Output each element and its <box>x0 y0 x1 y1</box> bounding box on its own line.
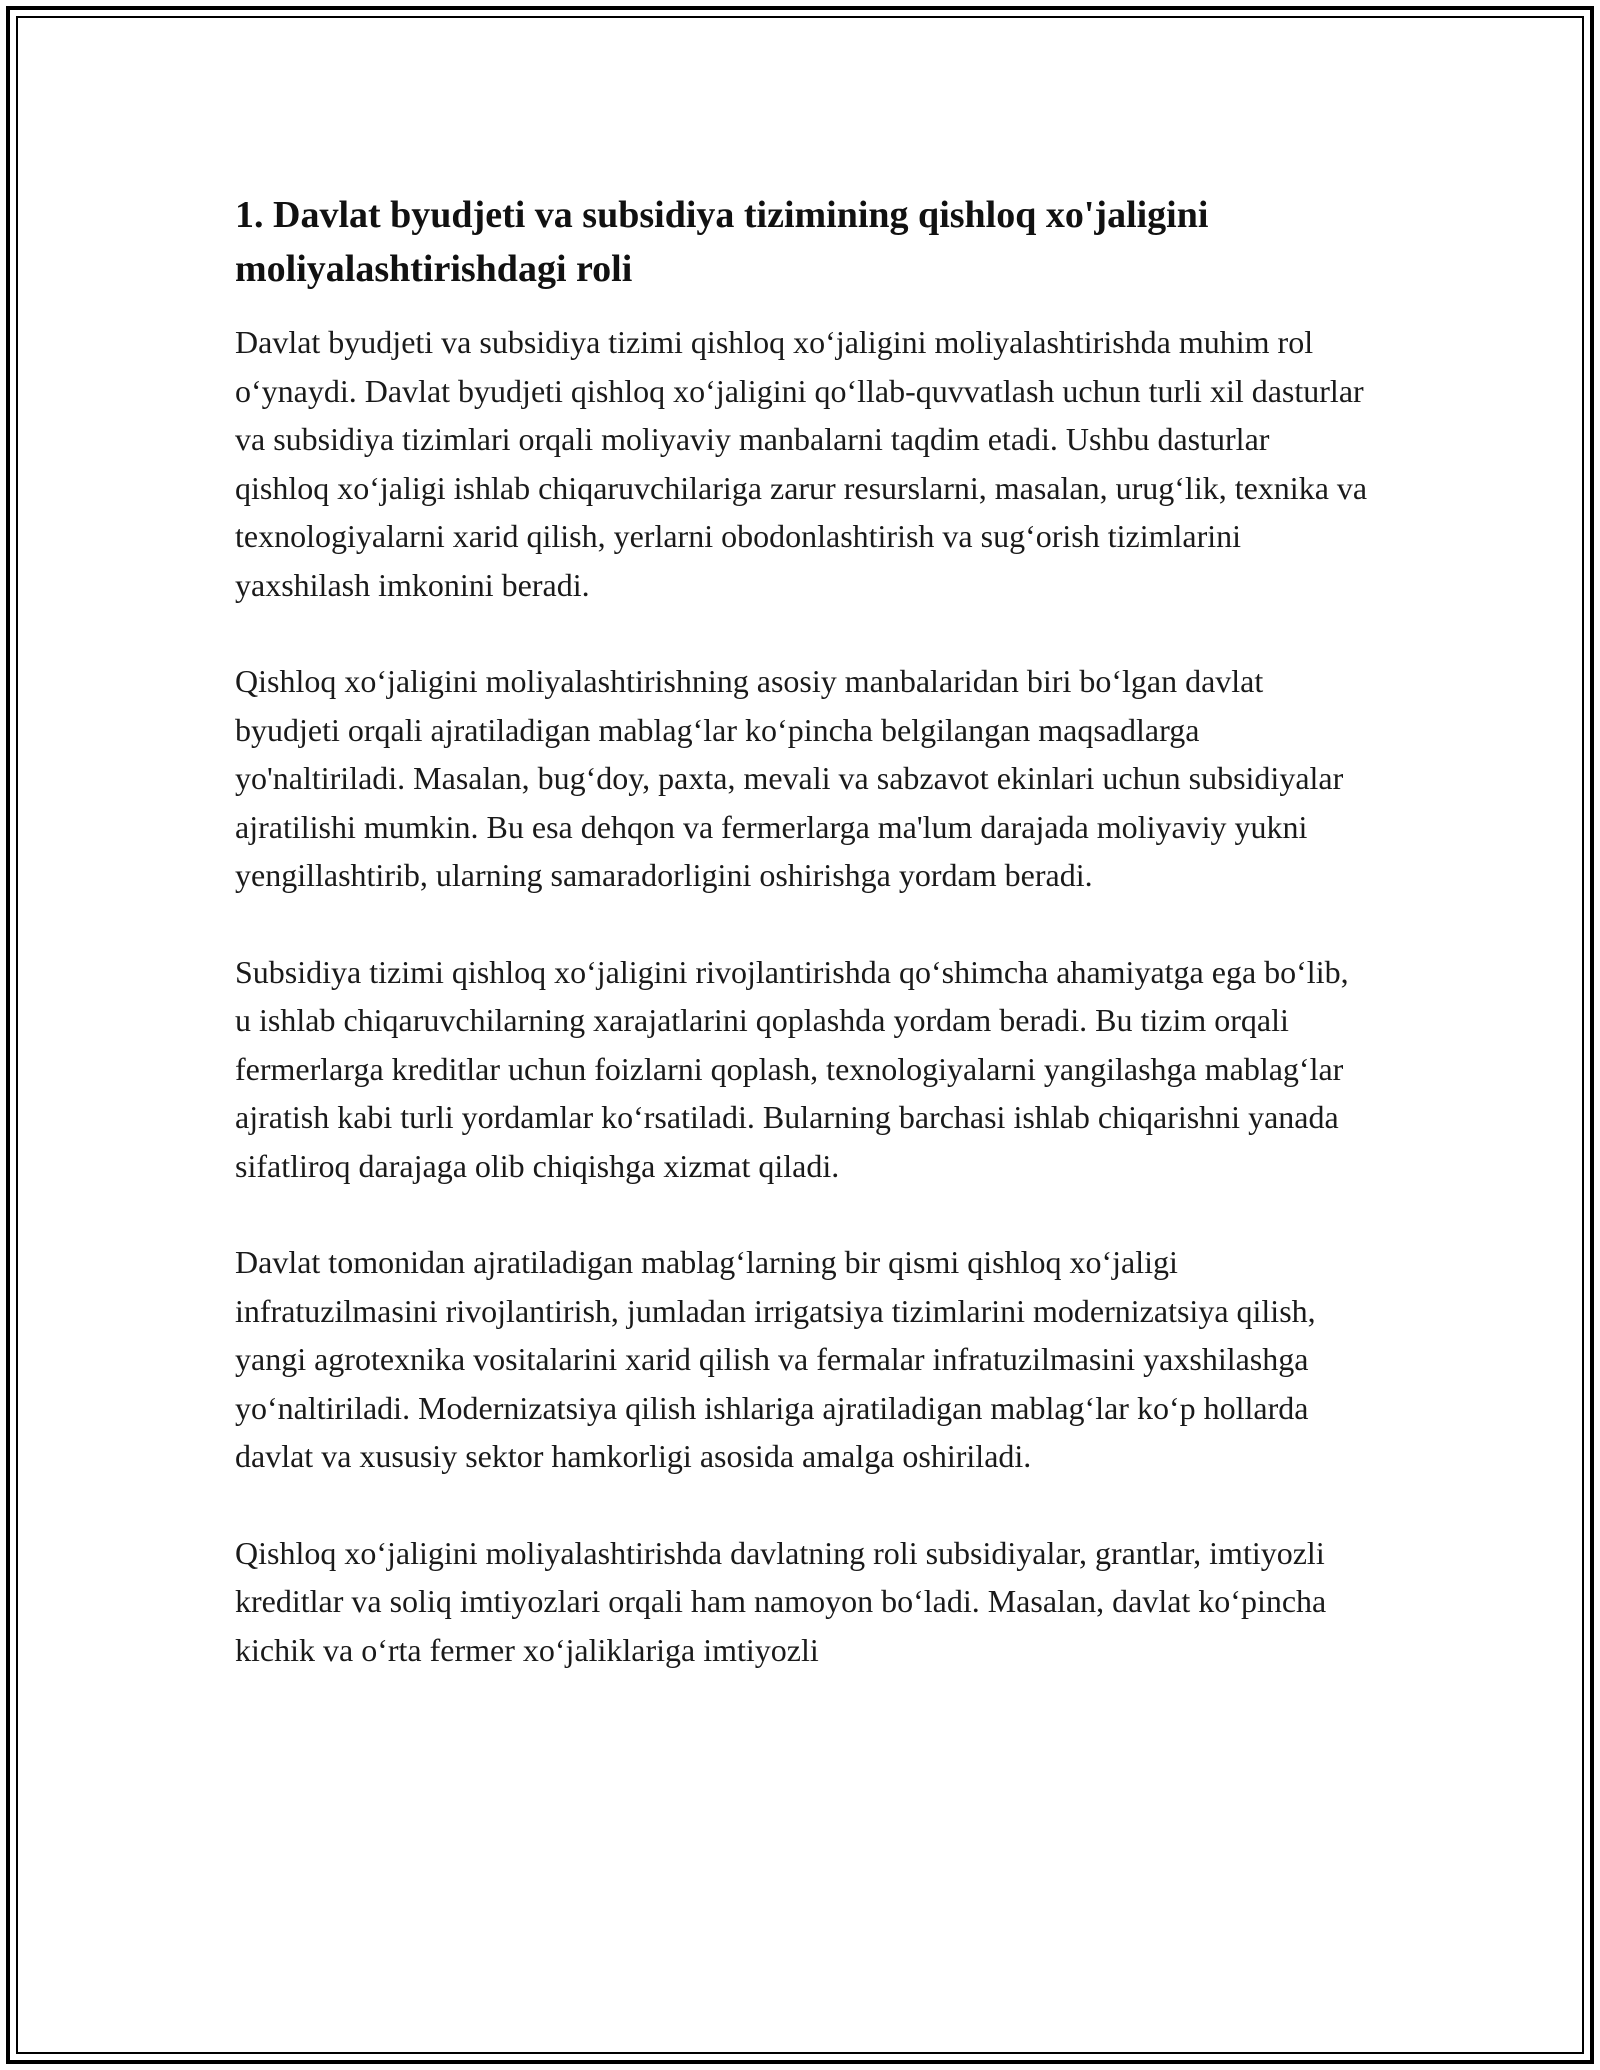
section-heading: 1. Davlat byudjeti va subsidiya tizimining qishloq xo'jaligini moliyalashtirishdagi roli <box>235 194 1209 290</box>
document-body <box>235 188 1370 1722</box>
paragraph-4: Davlat tomonidan ajratiladigan mablag‘larning bir qismi qishloq xo‘jaligi infratuzilmasini rivojlantirish, jumladan irrigatsiya tizimlarini modernizatsiya qilish, yangi agrotexnika vositalarini xarid qilish va fermalar infratuzilmasini yaxshilashga yo‘naltiriladi. Modernizatsiya qilish ishlariga ajratiladigan mablag‘lar ko‘p hollarda davlat va xususiy sektor hamkorligi asosida amalga oshiriladi. <box>235 1244 1316 1474</box>
paragraph-3: Subsidiya tizimi qishloq xo‘jaligini rivojlantirishda qo‘shimcha ahamiyatga ega bo‘lib, u ishlab chiqaruvchilarning xarajatlarini qoplashda yordam beradi. Bu tizim orqali fermerlarga kreditlar uchun foizlarni qoplash, texnologiyalarni yangilashga mablag‘lar ajratish kabi turli yordamlar ko‘rsatiladi. Bularning barchasi ishlab chiqarishni yanada sifatliroq darajaga olib chiqishga xizmat qiladi. <box>235 953 1349 1184</box>
paragraph-2: Qishloq xo‘jaligini moliyalashtirishning asosiy manbalaridan biri bo‘lgan davlat byudjeti orqali ajratiladigan mablag‘lar ko‘pincha belgilangan maqsadlarga yo'naltiriladi. Masalan, bug‘doy, paxta, mevali va sabzavot ekinlari uchun subsidiyalar ajratilishi mumkin. Bu esa dehqon va fermerlarga ma'lum darajada moliyaviy yukni yengillashtirib, ularning samaradorligini oshirishga yordam beradi. <box>235 663 1344 893</box>
paragraph-5: Qishloq xo‘jaligini moliyalashtirishda davlatning roli subsidiyalar, grantlar, imtiyozli kreditlar va soliq imtiyozlari orqali ham namoyon bo‘ladi. Masalan, davlat ko‘pincha kichik va o‘rta fermer xo‘jaliklariga imtiyozli <box>235 1534 1327 1668</box>
paragraph-1: Davlat byudjeti va subsidiya tizimi qishloq xo‘jaligini moliyalashtirishda muhim rol o‘ynaydi. Davlat byudjeti qishloq xo‘jaligini qo‘llab-quvvatlash uchun turli xil dasturlar va subsidiya tizimlari orqali moliyaviy manbalarni taqdim etadi. Ushbu dasturlar qishloq xo‘jaligi ishlab chiqaruvchilariga zarur resurslarni, masalan, urug‘lik, texnika va texnologiyalarni xarid qilish, yerlarni obodonlashtirish va sug‘orish tizimlarini yaxshilash imkonini beradi. <box>235 324 1368 603</box>
